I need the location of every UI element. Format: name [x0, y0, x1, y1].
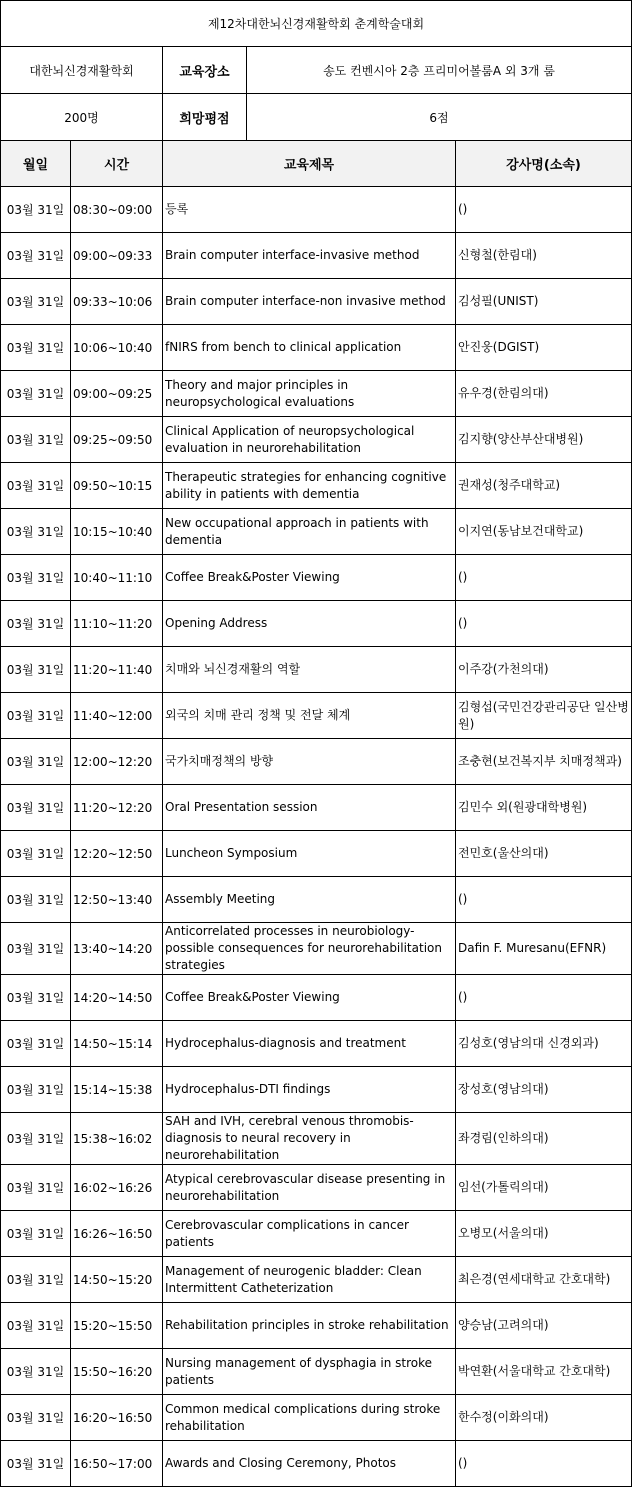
row-title: 국가치매정책의 방향 — [163, 739, 456, 785]
row-date: 03월 31일 — [1, 601, 71, 647]
row-date: 03월 31일 — [1, 1021, 71, 1067]
row-date: 03월 31일 — [1, 877, 71, 923]
capacity-value: 200명 — [1, 94, 163, 141]
row-date: 03월 31일 — [1, 1067, 71, 1113]
table-row — [1, 233, 632, 279]
row-title: fNIRS from bench to clinical application — [163, 325, 456, 371]
row-time: 11:40~12:00 — [71, 693, 163, 739]
row-date: 03월 31일 — [1, 923, 71, 975]
row-time: 15:38~16:02 — [71, 1113, 163, 1165]
table-row — [1, 923, 632, 975]
row-speaker: () — [456, 975, 632, 1021]
venue-label: 교육장소 — [163, 47, 247, 93]
table-row — [1, 1303, 632, 1349]
row-speaker: 김지향(양산부산대병원) — [456, 417, 632, 463]
row-time: 08:30~09:00 — [71, 187, 163, 233]
row-speaker: () — [456, 877, 632, 923]
table-row — [1, 877, 632, 923]
points-value: 6점 — [429, 110, 449, 125]
row-speaker: 김형섭(국민건강관리공단 일산병원) — [456, 693, 632, 739]
info-row-venue — [1, 47, 632, 94]
row-date: 03월 31일 — [1, 371, 71, 417]
row-title: 등록 — [163, 187, 456, 233]
row-time: 14:50~15:14 — [71, 1021, 163, 1067]
row-time: 09:25~09:50 — [71, 417, 163, 463]
row-speaker: 임선(가톨릭의대) — [456, 1165, 632, 1211]
row-time: 09:33~10:06 — [71, 279, 163, 325]
row-time: 12:20~12:50 — [71, 831, 163, 877]
row-speaker: 권재성(청주대학교) — [456, 463, 632, 509]
row-title: Theory and major principles in neuropsychological evaluations — [163, 371, 456, 417]
row-date: 03월 31일 — [1, 509, 71, 555]
table-row — [1, 325, 632, 371]
row-time: 15:14~15:38 — [71, 1067, 163, 1113]
row-date: 03월 31일 — [1, 1257, 71, 1303]
row-speaker: () — [456, 1441, 632, 1487]
row-speaker: 장성호(영남의대) — [456, 1067, 632, 1113]
row-title: Common medical complications during stroke rehabilitation — [163, 1395, 456, 1441]
row-time: 14:50~15:20 — [71, 1257, 163, 1303]
column-header-title: 교육제목 — [163, 141, 456, 187]
row-speaker: 이지연(동남보건대학교) — [456, 509, 632, 555]
row-time: 11:20~12:20 — [71, 785, 163, 831]
table-row — [1, 975, 632, 1021]
row-title: Brain computer interface-non invasive method — [163, 279, 456, 325]
table-row — [1, 693, 632, 739]
row-time: 09:00~09:33 — [71, 233, 163, 279]
row-date: 03월 31일 — [1, 1395, 71, 1441]
row-title: Management of neurogenic bladder: Clean Intermittent Catheterization — [163, 1257, 456, 1303]
row-title: Nursing management of dysphagia in stroke patients — [163, 1349, 456, 1395]
table-row — [1, 371, 632, 417]
table-row — [1, 1349, 632, 1395]
row-time: 16:20~16:50 — [71, 1395, 163, 1441]
row-speaker: 좌경림(인하의대) — [456, 1113, 632, 1165]
row-speaker: 오병모(서울의대) — [456, 1211, 632, 1257]
table-row — [1, 555, 632, 601]
row-date: 03월 31일 — [1, 325, 71, 371]
row-speaker: 최은경(연세대학교 간호대학) — [456, 1257, 632, 1303]
row-date: 03월 31일 — [1, 1441, 71, 1487]
row-date: 03월 31일 — [1, 1211, 71, 1257]
row-date: 03월 31일 — [1, 187, 71, 233]
column-header-row — [1, 141, 632, 187]
row-speaker: 이주강(가천의대) — [456, 647, 632, 693]
row-time: 10:40~11:10 — [71, 555, 163, 601]
row-title: Anticorrelated processes in neurobiology-possible consequences for neurorehabilitation strategies — [163, 923, 456, 975]
table-row — [1, 739, 632, 785]
row-time: 14:20~14:50 — [71, 975, 163, 1021]
page-title: 제12차대한뇌신경재활학회 춘계학술대회 — [1, 1, 632, 47]
table-row — [1, 463, 632, 509]
row-title: Brain computer interface-invasive method — [163, 233, 456, 279]
row-speaker: 한수정(이화의대) — [456, 1395, 632, 1441]
row-time: 12:00~12:20 — [71, 739, 163, 785]
column-header-time: 시간 — [71, 141, 163, 187]
row-title: 치매와 뇌신경재활의 역할 — [163, 647, 456, 693]
row-title: Assembly Meeting — [163, 877, 456, 923]
row-speaker: 양승남(고려의대) — [456, 1303, 632, 1349]
row-title: New occupational approach in patients with dementia — [163, 509, 456, 555]
row-title: Atypical cerebrovascular disease presenting in neurorehabilitation — [163, 1165, 456, 1211]
row-date: 03월 31일 — [1, 831, 71, 877]
table-row — [1, 1021, 632, 1067]
row-date: 03월 31일 — [1, 647, 71, 693]
row-date: 03월 31일 — [1, 739, 71, 785]
title-row — [1, 1, 632, 47]
venue-value: 송도 컨벤시아 2층 프리미어볼룸A 외 3개 룸 — [323, 63, 555, 78]
row-title: Luncheon Symposium — [163, 831, 456, 877]
row-date: 03월 31일 — [1, 975, 71, 1021]
table-row — [1, 647, 632, 693]
row-speaker: () — [456, 187, 632, 233]
table-row — [1, 601, 632, 647]
row-time: 11:10~11:20 — [71, 601, 163, 647]
row-time: 16:26~16:50 — [71, 1211, 163, 1257]
row-title: Hydrocephalus-diagnosis and treatment — [163, 1021, 456, 1067]
row-speaker: 전민호(울산의대) — [456, 831, 632, 877]
row-time: 11:20~11:40 — [71, 647, 163, 693]
info-row-capacity — [1, 94, 632, 141]
column-header-date: 월일 — [1, 141, 71, 187]
row-speaker: 신형철(한림대) — [456, 233, 632, 279]
row-speaker: 조충현(보건복지부 치매정책과) — [456, 739, 632, 785]
row-speaker: Dafin F. Muresanu(EFNR) — [456, 923, 632, 975]
table-row — [1, 1113, 632, 1165]
row-speaker: () — [456, 601, 632, 647]
row-time: 09:50~10:15 — [71, 463, 163, 509]
row-title: Hydrocephalus-DTI findings — [163, 1067, 456, 1113]
row-date: 03월 31일 — [1, 785, 71, 831]
table-row — [1, 279, 632, 325]
row-speaker: 김성호(영남의대 신경외과) — [456, 1021, 632, 1067]
row-title: Awards and Closing Ceremony, Photos — [163, 1441, 456, 1487]
row-title: SAH and IVH, cerebral venous thromobis-diagnosis to neural recovery in neurorehabilitation — [163, 1113, 456, 1165]
row-date: 03월 31일 — [1, 463, 71, 509]
row-time: 09:00~09:25 — [71, 371, 163, 417]
table-row — [1, 1395, 632, 1441]
row-speaker: 박연환(서울대학교 간호대학) — [456, 1349, 632, 1395]
row-time: 10:15~10:40 — [71, 509, 163, 555]
row-speaker: 유우경(한림의대) — [456, 371, 632, 417]
table-row — [1, 831, 632, 877]
row-title: 외국의 치매 관리 정책 및 전달 체계 — [163, 693, 456, 739]
table-row — [1, 785, 632, 831]
row-date: 03월 31일 — [1, 1303, 71, 1349]
row-title: Clinical Application of neuropsychological evaluation in neurorehabilitation — [163, 417, 456, 463]
row-title: Rehabilitation principles in stroke rehabilitation — [163, 1303, 456, 1349]
row-time: 12:50~13:40 — [71, 877, 163, 923]
table-row — [1, 509, 632, 555]
row-date: 03월 31일 — [1, 693, 71, 739]
points-label: 희망평점 — [163, 94, 247, 140]
table-row — [1, 1165, 632, 1211]
row-speaker: () — [456, 555, 632, 601]
row-speaker: 김성필(UNIST) — [456, 279, 632, 325]
row-time: 16:02~16:26 — [71, 1165, 163, 1211]
row-date: 03월 31일 — [1, 417, 71, 463]
row-time: 10:06~10:40 — [71, 325, 163, 371]
row-title: Oral Presentation session — [163, 785, 456, 831]
row-date: 03월 31일 — [1, 1113, 71, 1165]
table-row — [1, 417, 632, 463]
table-row — [1, 187, 632, 233]
row-title: Coffee Break&Poster Viewing — [163, 975, 456, 1021]
row-date: 03월 31일 — [1, 233, 71, 279]
row-title: Opening Address — [163, 601, 456, 647]
row-time: 13:40~14:20 — [71, 923, 163, 975]
row-time: 16:50~17:00 — [71, 1441, 163, 1487]
table-row — [1, 1211, 632, 1257]
table-row — [1, 1257, 632, 1303]
row-time: 15:20~15:50 — [71, 1303, 163, 1349]
table-row — [1, 1441, 632, 1487]
row-date: 03월 31일 — [1, 1349, 71, 1395]
column-header-speaker: 강사명(소속) — [456, 141, 632, 187]
row-speaker: 안진웅(DGIST) — [456, 325, 632, 371]
row-title: Therapeutic strategies for enhancing cognitive ability in patients with dementia — [163, 463, 456, 509]
row-date: 03월 31일 — [1, 1165, 71, 1211]
row-speaker: 김민수 외(원광대학병원) — [456, 785, 632, 831]
table-row — [1, 1067, 632, 1113]
row-title: Coffee Break&Poster Viewing — [163, 555, 456, 601]
row-date: 03월 31일 — [1, 555, 71, 601]
row-time: 15:50~16:20 — [71, 1349, 163, 1395]
row-date: 03월 31일 — [1, 279, 71, 325]
org-name: 대한뇌신경재활학회 — [1, 47, 163, 94]
row-title: Cerebrovascular complications in cancer patients — [163, 1211, 456, 1257]
